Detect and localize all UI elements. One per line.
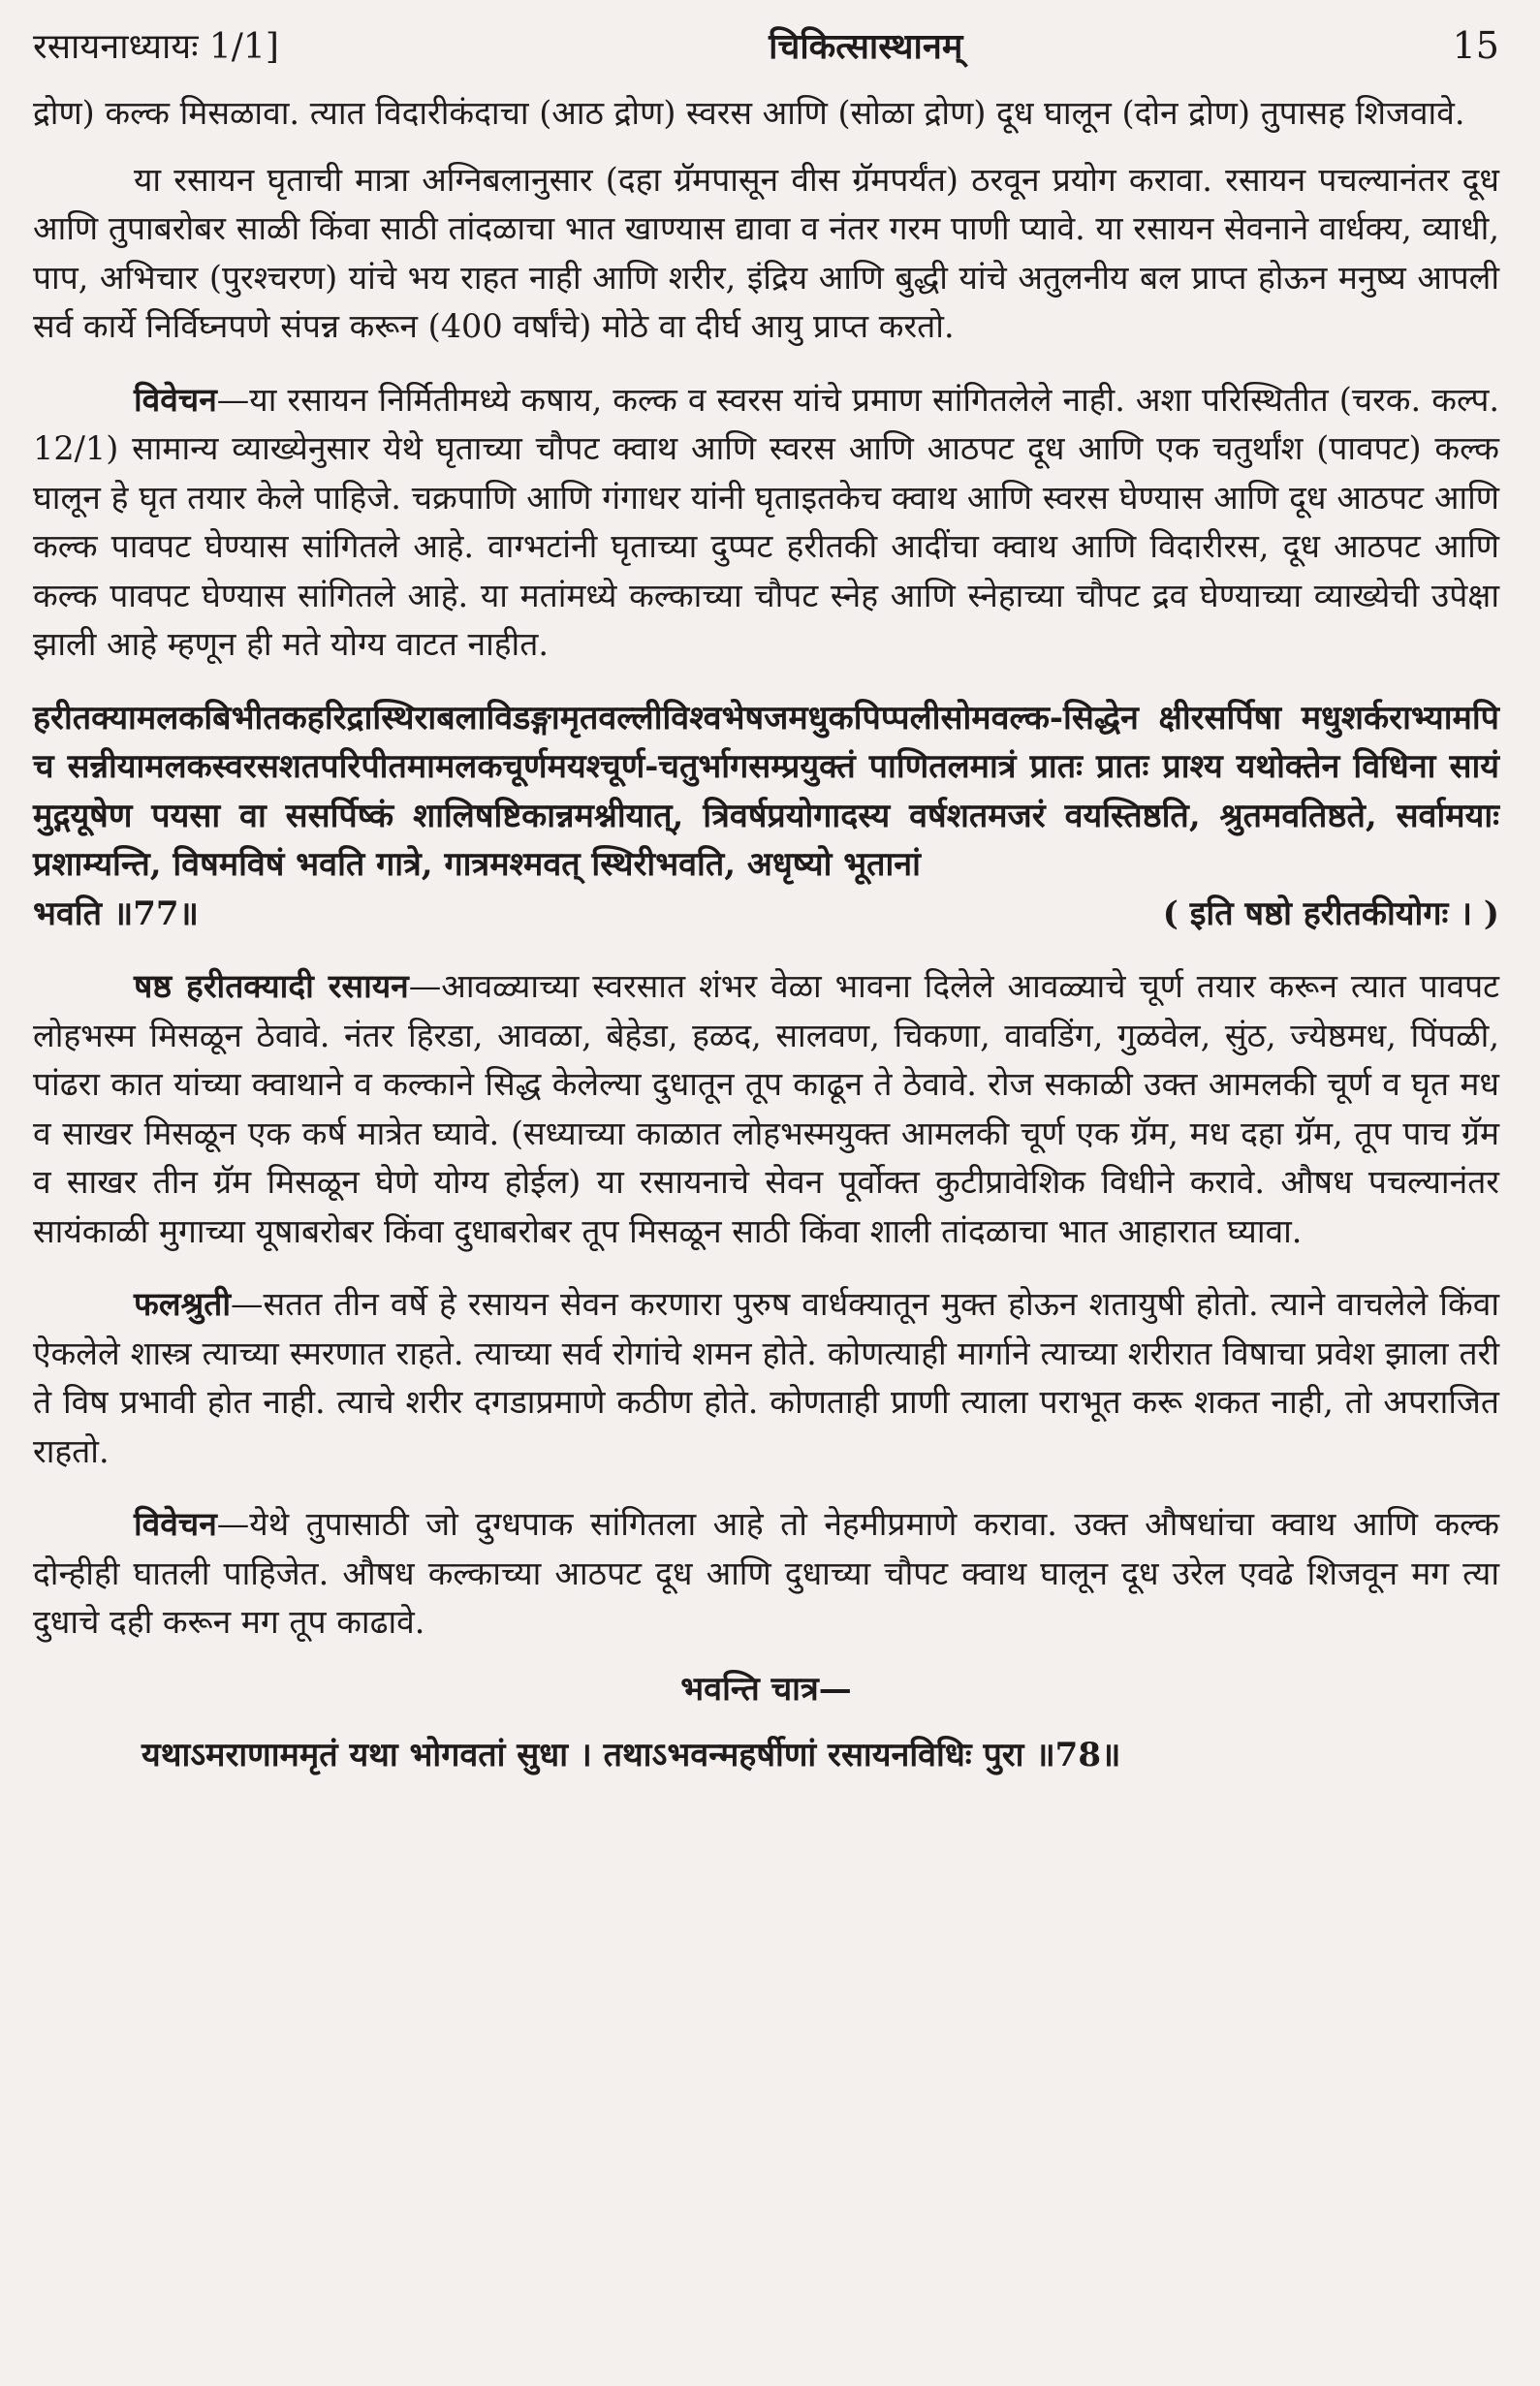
- paragraph-phalashruti: [33, 1280, 1499, 1476]
- sanskrit-verse-78: यथाऽमराणाममृतं यथा भोगवतां सुधा । तथाऽभवन्महर्षीणां रसायनविधिः पुरा ॥78॥: [141, 1736, 1121, 1774]
- vivechan-text-2: —येथे तुपासाठी जो दुग्धपाक सांगितला आहे तो नेहमीप्रमाणे करावा. उक्त औषधांचा क्वाथ आणि कल्क दोन्हीही घातली पाहिजेत. औषध कल्काच्या आठपट दूध आणि दुधाच्या चौपट क्वाथ घालून दूध उरेल एवढे शिजवून मग त्या दुधाचे दही करून मग तूप काढावे.: [33, 1505, 1499, 1641]
- vivechan-heading-2: विवेचन: [134, 1505, 217, 1543]
- bhavanti-heading: भवन्ति चात्र—: [680, 1669, 852, 1709]
- phalashruti-text: —सतत तीन वर्षे हे रसायन सेवन करणारा पुरुष वार्धक्यातून मुक्त होऊन शतायुषी होतो. त्याने वाचलेले किंवा ऐकलेले शास्त्र त्याच्या स्मरणात राहते. त्याच्या सर्व रोगांचे शमन होते. कोणत्याही मार्गाने त्याच्या शरीरात विषाचा प्रवेश झाला तरी ते विष प्रभावी होत नाही. त्याचे शरीर दगडाप्रमाणे कठीण होते. कोणताही प्राणी त्याला पराभूत करू शकत नाही, तो अपराजित राहतो.: [33, 1285, 1499, 1470]
- running-head-title: चिकित्सास्थानम्: [769, 26, 963, 67]
- page-number: 15: [1452, 24, 1499, 67]
- vivechan-heading-1: विवेचन: [134, 380, 217, 419]
- verse-77-number: भवति ॥77॥: [33, 894, 199, 933]
- running-head-left: रसायनाध्यायः 1/1]: [33, 27, 279, 67]
- verse-77-end-line: [33, 890, 1499, 939]
- paragraph-rasayan-dose: या रसायन घृताची मात्रा अग्निबलानुसार (दहा ग्रॅमपासून वीस ग्रॅमपर्यंत) ठरवून प्रयोग करावा. रसायन पचल्यानंतर दूध आणि तुपाबरोबर साळी किंवा साठी तांदळाचा भात खाण्यास द्यावा व नंतर गरम पाणी प्यावे. या रसायन सेवनाने वार्धक्य, व्याधी, पाप, अभिचार (पुरश्चरण) यांचे भय राहत नाही आणि शरीर, इंद्रिय आणि बुद्धी यांचे अतुलनीय बल प्राप्त होऊन मनुष्य आपली सर्व कार्ये निर्विघ्नपणे संपन्न करून (400 वर्षांचे) मोठे वा दीर्घ आयु प्राप्त करतो.: [33, 160, 1499, 345]
- page-header: [33, 21, 1499, 89]
- phalashruti-heading: फलश्रुती: [134, 1285, 232, 1323]
- paragraph-vivechan-1: [33, 376, 1499, 670]
- verse-77-colophon: ( इति षष्ठो हरीतकीयोगः । ): [1162, 894, 1499, 933]
- paragraph-continued: द्रोण) कल्क मिसळावा. त्यात विदारीकंदाचा (आठ द्रोण) स्वरस आणि (सोळा द्रोण) दूध घालून (दोन द्रोण) तुपासह शिजवावे.: [33, 94, 1465, 132]
- paragraph-vivechan-2: [33, 1500, 1499, 1648]
- shashtha-text: —आवळ्याच्या स्वरसात शंभर वेळा भावना दिलेले आवळ्याचे चूर्ण तयार करून त्यात पावपट लोहभस्म मिसळून ठेवावे. नंतर हिरडा, आवळा, बेहेडा, हळद, सालवण, चिकणा, वावडिंग, गुळवेल, सुंठ, ज्येष्ठमध, पिंपळी, पांढरा कात यांच्या क्वाथाने व कल्काने सिद्ध केलेल्या दुधातून तूप काढून ते ठेवावे. रोज सकाळी उक्त आमलकी चूर्ण व घृत मध व साखर मिसळून एक कर्ष मात्रेत घ्यावे. (सध्याच्या काळात लोहभस्मयुक्त आमलकी चूर्ण एक ग्रॅम, मध दहा ग्रॅम, तूप पाच ग्रॅम व साखर तीन ग्रॅम मिसळून घेणे योग्य होईल) या रसायनाचे सेवन पूर्वोक्त कुटीप्रावेशिक विधीने करावे. औषध पचल्यानंतर सायंकाळी मुगाच्या यूषाबरोबर किंवा दुधाबरोबर तूप मिसळून साठी किंवा शाली तांदळाचा भात आहारात घ्यावा.: [33, 967, 1499, 1250]
- vivechan-text-1: —या रसायन निर्मितीमध्ये कषाय, कल्क व स्वरस यांचे प्रमाण सांगितलेले नाही. अशा परिस्थितीत (चरक. कल्प. 12/1) सामान्य व्याख्येनुसार येथे घृताच्या चौपट क्वाथ आणि स्वरस आणि आठपट दूध आणि एक चतुर्थांश (पावपट) कल्क घालून हे घृत तयार केले पाहिजे. चक्रपाणि आणि गंगाधर यांनी घृताइतकेच क्वाथ आणि स्वरस घेण्यास आणि दूध आठपट आणि कल्क पावपट घेण्यास सांगितले आहे. वाग्भटांनी घृताच्या दुप्पट हरीतकी आदींचा क्वाथ आणि विदारीरस, दूध आठपट आणि कल्क पावपट घेण्यास सांगितले आहे. या मतांमध्ये कल्काच्या चौपट स्नेह आणि स्नेहाच्या चौपट द्रव घेण्याच्या व्याख्येची उपेक्षा झाली आहे म्हणून ही मते योग्य वाटत नाहीत.: [33, 380, 1499, 663]
- shashtha-heading: षष्ठ हरीतक्यादी रसायन: [134, 967, 409, 1005]
- paragraph-shashtha-haritaki: [33, 962, 1499, 1256]
- sanskrit-verse-77: हरीतक्यामलकबिभीतकहरिद्रास्थिराबलाविडङ्गामृतवल्लीविश्वभेषजमधुकपिप्पलीसोमवल्क-सिद्धेन क्षीरसर्पिषा मधुशर्कराभ्यामपि च सन्नीयामलकस्वरसशतपरिपीतमामलकचूर्णमयश्चूर्ण-चतुर्भागसम्प्रयुक्तं पाणितलमात्रं प्रातः प्रातः प्राश्य यथोक्तेन विधिना सायं मुद्गयूषेण पयसा वा ससर्पिष्कं शालिषष्टिकान्नमश्नीयात्, त्रिवर्षप्रयोगादस्य वर्षशतमजरं वयस्तिष्ठति, श्रुतमवतिष्ठते, सर्वामयाः प्रशाम्यन्ति, विषमविषं भवति गात्रे, गात्रमश्मवत् स्थिरीभवति, अधृष्यो भूतानां: [33, 698, 1499, 884]
